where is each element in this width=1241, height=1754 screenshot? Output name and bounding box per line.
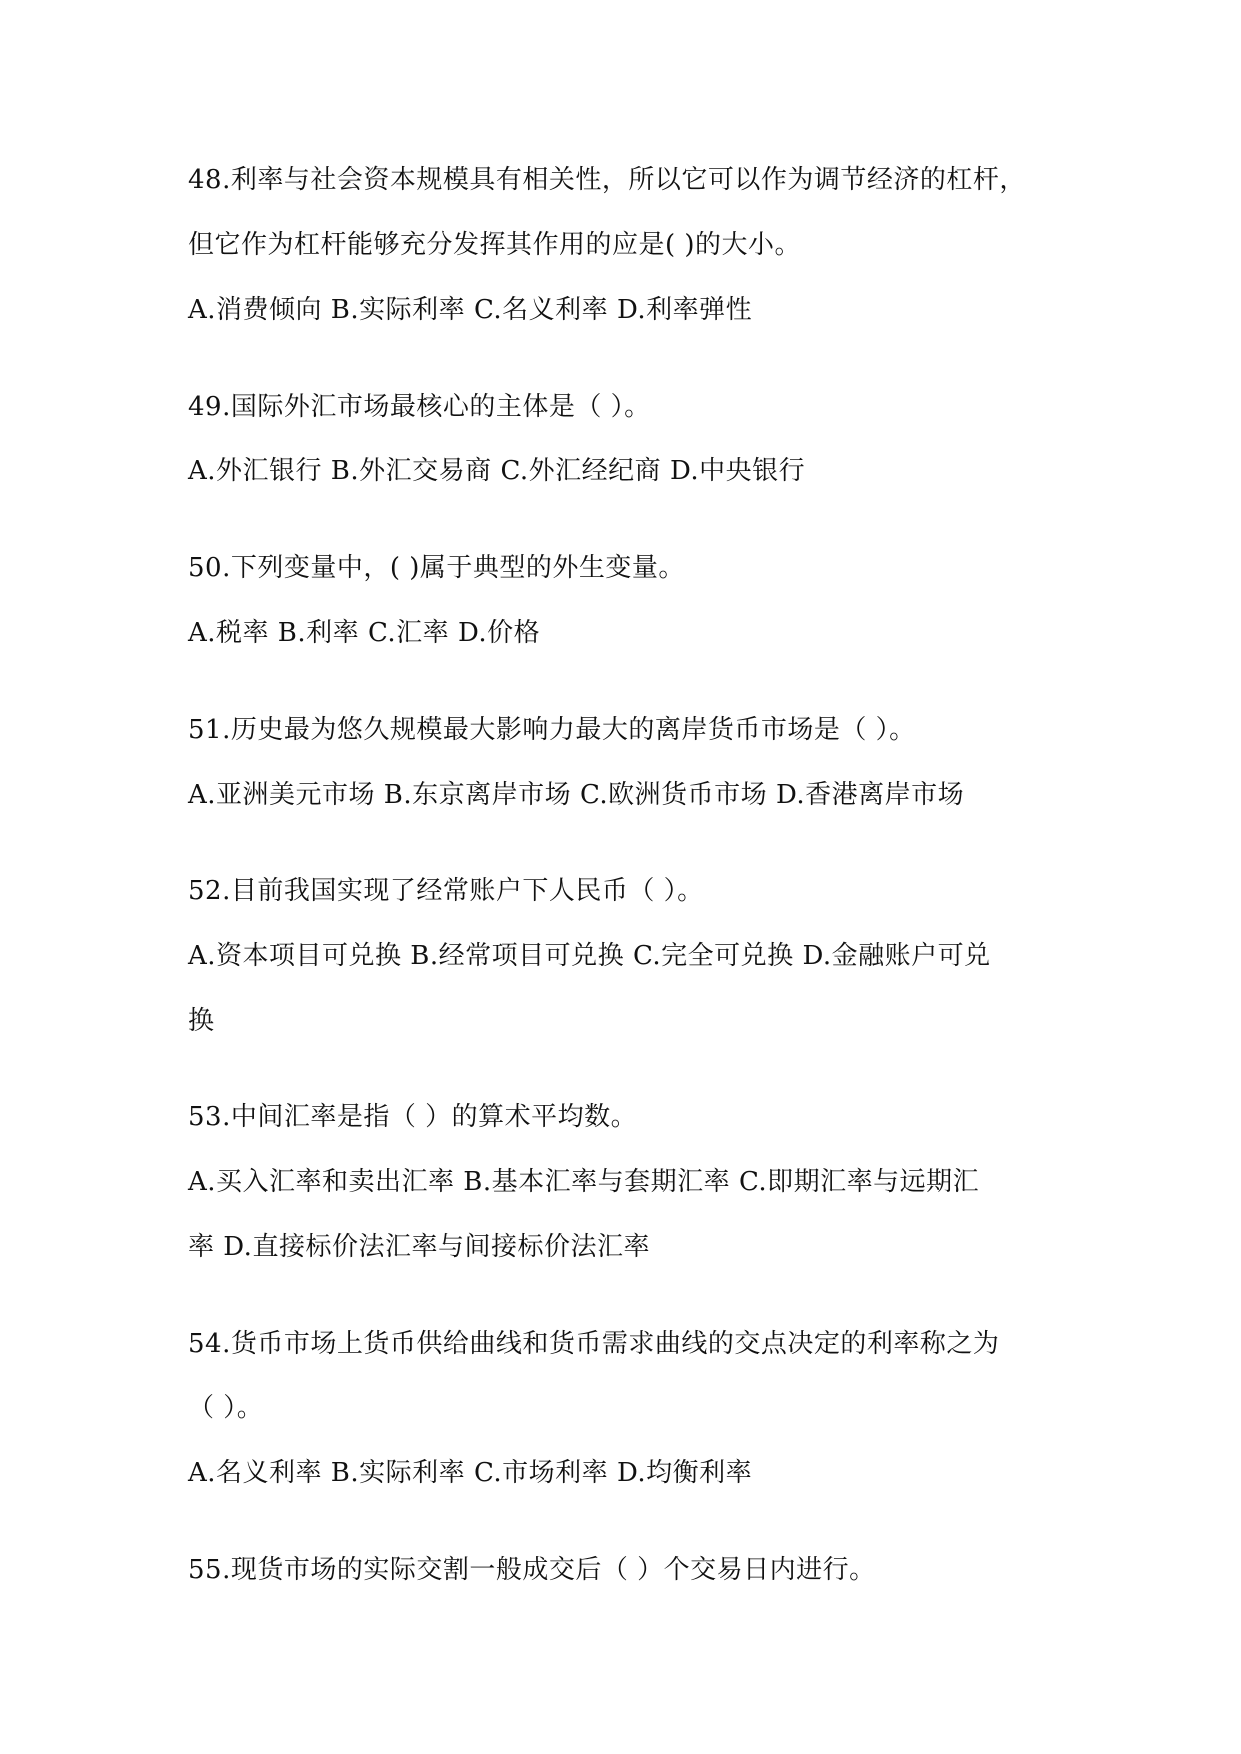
- question-50-stem: 50.下列变量中，( )属于典型的外生变量。: [188, 553, 685, 583]
- question-53-stem: 53.中间汇率是指（ ）的算术平均数。: [188, 1102, 638, 1132]
- question-54-stem-line-1: 54.货币市场上货币供给曲线和货币需求曲线的交点决定的利率称之为: [188, 1329, 1000, 1359]
- question-53-options-line-2: 率 D.直接标价法汇率与间接标价法汇率: [188, 1232, 650, 1262]
- question-51-options: A.亚洲美元市场 B.东京离岸市场 C.欧洲货币市场 D.香港离岸市场: [188, 780, 965, 810]
- question-48-stem-line-2: 但它作为杠杆能够充分发挥其作用的应是( )的大小。: [188, 230, 802, 260]
- question-54-stem-line-2: （ ）。: [188, 1393, 264, 1423]
- question-52-stem: 52.目前我国实现了经常账户下人民币（ ）。: [188, 876, 704, 906]
- question-52-options-line-2: 换: [188, 1006, 215, 1036]
- question-54-options: A.名义利率 B.实际利率 C.市场利率 D.均衡利率: [188, 1458, 753, 1488]
- question-49-stem: 49.国际外汇市场最核心的主体是（ ）。: [188, 392, 651, 422]
- question-50-options: A.税率 B.利率 C.汇率 D.价格: [188, 618, 541, 648]
- question-51-stem: 51.历史最为悠久规模最大影响力最大的离岸货币市场是（ ）。: [188, 715, 916, 745]
- question-49-options: A.外汇银行 B.外汇交易商 C.外汇经纪商 D.中央银行: [188, 456, 806, 486]
- question-52-options-line-1: A.资本项目可兑换 B.经常项目可兑换 C.完全可兑换 D.金融账户可兑: [188, 941, 991, 971]
- question-55-stem: 55.现货市场的实际交割一般成交后（ ）个交易日内进行。: [188, 1555, 876, 1585]
- question-53-options-line-1: A.买入汇率和卖出汇率 B.基本汇率与套期汇率 C.即期汇率与远期汇: [188, 1167, 980, 1197]
- question-48-stem-line-1: 48.利率与社会资本规模具有相关性，所以它可以作为调节经济的杠杆，: [188, 165, 1026, 195]
- question-48-options: A.消费倾向 B.实际利率 C.名义利率 D.利率弹性: [188, 295, 753, 325]
